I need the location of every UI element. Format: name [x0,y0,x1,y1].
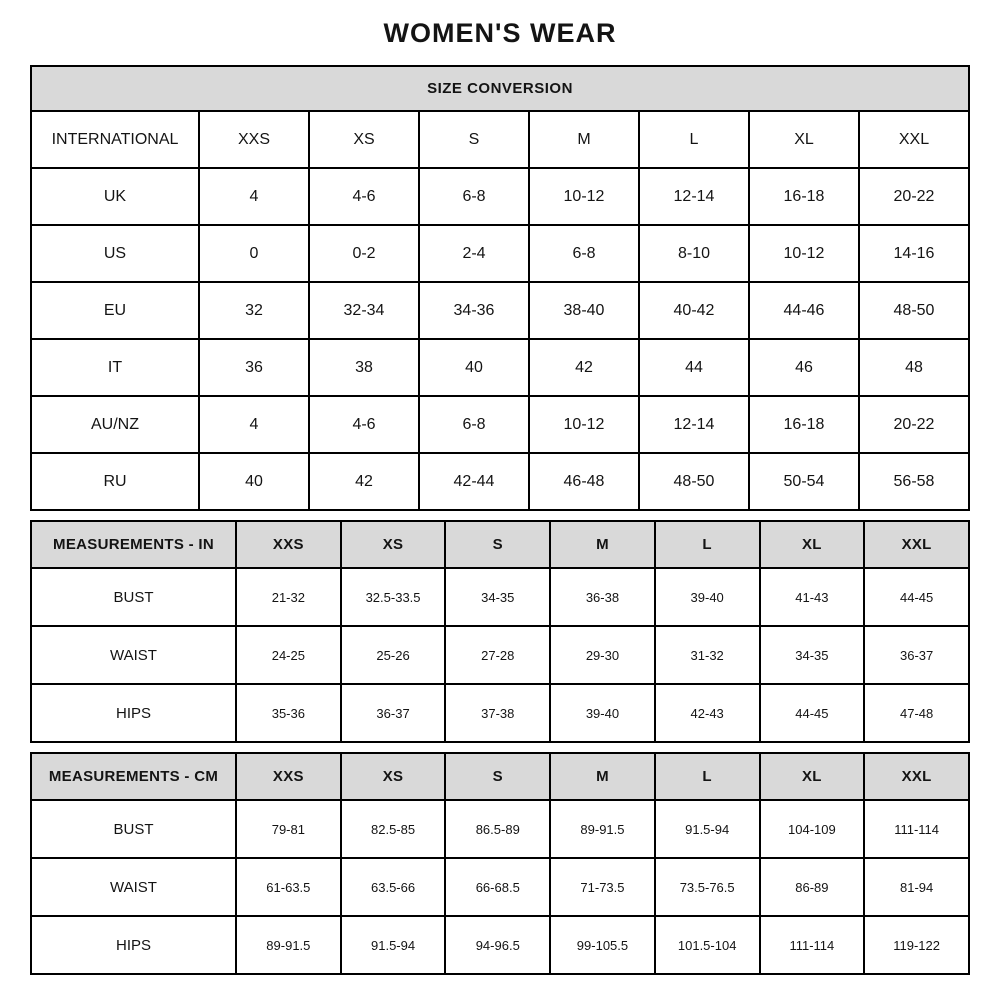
value-cell: 37-38 [445,684,550,742]
value-cell: 119-122 [864,916,969,974]
row-label: WAIST [31,626,236,684]
value-cell: 25-26 [341,626,446,684]
value-cell: 34-36 [419,282,529,339]
value-cell: 29-30 [550,626,655,684]
row-label: HIPS [31,684,236,742]
table-row [31,626,969,684]
size-column-header: S [445,521,550,568]
table-row [31,800,969,858]
value-cell: 91.5-94 [655,800,760,858]
table-row [31,282,969,339]
table-row [31,453,969,510]
size-column-header: XL [760,753,865,800]
size-column-header: L [655,521,760,568]
value-cell: 42 [529,339,639,396]
value-cell: 91.5-94 [341,916,446,974]
row-label: HIPS [31,916,236,974]
value-cell: 89-91.5 [550,800,655,858]
value-cell: 47-48 [864,684,969,742]
value-cell: 32-34 [309,282,419,339]
value-cell: 111-114 [864,800,969,858]
value-cell: 10-12 [529,168,639,225]
value-cell: 81-94 [864,858,969,916]
value-cell: 48-50 [859,282,969,339]
value-cell: 82.5-85 [341,800,446,858]
size-column-header: L [655,753,760,800]
value-cell: M [529,111,639,168]
value-cell: 73.5-76.5 [655,858,760,916]
table-row [31,168,969,225]
row-label: WAIST [31,858,236,916]
value-cell: 2-4 [419,225,529,282]
value-cell: 48-50 [639,453,749,510]
value-cell: 6-8 [529,225,639,282]
value-cell: 0 [199,225,309,282]
page-title: WOMEN'S WEAR [383,18,617,48]
value-cell: L [639,111,749,168]
value-cell: 32.5-33.5 [341,568,446,626]
value-cell: 63.5-66 [341,858,446,916]
value-cell: 4-6 [309,396,419,453]
value-cell: 24-25 [236,626,341,684]
value-cell: 101.5-104 [655,916,760,974]
value-cell: 86.5-89 [445,800,550,858]
size-column-header: XXL [864,753,969,800]
value-cell: 4-6 [309,168,419,225]
row-label: EU [31,282,199,339]
value-cell: 86-89 [760,858,865,916]
table-row [31,684,969,742]
row-label: BUST [31,800,236,858]
size-column-header: XS [341,753,446,800]
value-cell: 44-45 [760,684,865,742]
size-column-header: XL [760,521,865,568]
value-cell: 44 [639,339,749,396]
value-cell: 42-43 [655,684,760,742]
value-cell: 35-36 [236,684,341,742]
value-cell: 4 [199,396,309,453]
value-cell: 46-48 [529,453,639,510]
table-title: MEASUREMENTS - IN [31,521,236,568]
value-cell: 34-35 [445,568,550,626]
value-cell: 16-18 [749,396,859,453]
measurements-in-table [30,520,970,743]
value-cell: 36-37 [864,626,969,684]
size-conversion-banner-row [31,66,969,111]
value-cell: 44-46 [749,282,859,339]
row-label: UK [31,168,199,225]
value-cell: XS [309,111,419,168]
table-row [31,916,969,974]
value-cell: 38 [309,339,419,396]
value-cell: 39-40 [655,568,760,626]
size-column-header: XS [341,521,446,568]
value-cell: 48 [859,339,969,396]
value-cell: 36-38 [550,568,655,626]
table-title: MEASUREMENTS - CM [31,753,236,800]
value-cell: 42 [309,453,419,510]
value-cell: 94-96.5 [445,916,550,974]
value-cell: 27-28 [445,626,550,684]
value-cell: 12-14 [639,168,749,225]
table-row [31,111,969,168]
value-cell: XL [749,111,859,168]
size-column-header: M [550,753,655,800]
value-cell: 32 [199,282,309,339]
measurements-in-header-row [31,521,969,568]
value-cell: 111-114 [760,916,865,974]
value-cell: XXL [859,111,969,168]
value-cell: 8-10 [639,225,749,282]
value-cell: 99-105.5 [550,916,655,974]
value-cell: 79-81 [236,800,341,858]
value-cell: 10-12 [529,396,639,453]
value-cell: 36-37 [341,684,446,742]
size-column-header: XXS [236,753,341,800]
size-column-header: XXS [236,521,341,568]
value-cell: 41-43 [760,568,865,626]
value-cell: 6-8 [419,396,529,453]
measurements-cm-header-row [31,753,969,800]
value-cell: 40 [419,339,529,396]
value-cell: 0-2 [309,225,419,282]
value-cell: 36 [199,339,309,396]
size-conversion-title: SIZE CONVERSION [31,66,969,111]
row-label: RU [31,453,199,510]
row-label: INTERNATIONAL [31,111,199,168]
value-cell: 42-44 [419,453,529,510]
table-row [31,339,969,396]
value-cell: 40-42 [639,282,749,339]
table-row [31,858,969,916]
value-cell: 56-58 [859,453,969,510]
value-cell: 44-45 [864,568,969,626]
value-cell: S [419,111,529,168]
table-row [31,568,969,626]
row-label: US [31,225,199,282]
row-label: BUST [31,568,236,626]
value-cell: 21-32 [236,568,341,626]
value-cell: 38-40 [529,282,639,339]
table-row [31,225,969,282]
value-cell: 104-109 [760,800,865,858]
value-cell: 4 [199,168,309,225]
value-cell: 14-16 [859,225,969,282]
value-cell: 40 [199,453,309,510]
size-column-header: M [550,521,655,568]
value-cell: 89-91.5 [236,916,341,974]
value-cell: 12-14 [639,396,749,453]
value-cell: 6-8 [419,168,529,225]
value-cell: 20-22 [859,396,969,453]
size-column-header: S [445,753,550,800]
table-row [31,396,969,453]
value-cell: 50-54 [749,453,859,510]
measurements-cm-table [30,752,970,975]
value-cell: 71-73.5 [550,858,655,916]
value-cell: 16-18 [749,168,859,225]
value-cell: 66-68.5 [445,858,550,916]
value-cell: 34-35 [760,626,865,684]
value-cell: 39-40 [550,684,655,742]
value-cell: 31-32 [655,626,760,684]
value-cell: 46 [749,339,859,396]
row-label: IT [31,339,199,396]
value-cell: 10-12 [749,225,859,282]
value-cell: 61-63.5 [236,858,341,916]
size-column-header: XXL [864,521,969,568]
row-label: AU/NZ [31,396,199,453]
size-conversion-table [30,65,970,511]
value-cell: XXS [199,111,309,168]
value-cell: 20-22 [859,168,969,225]
